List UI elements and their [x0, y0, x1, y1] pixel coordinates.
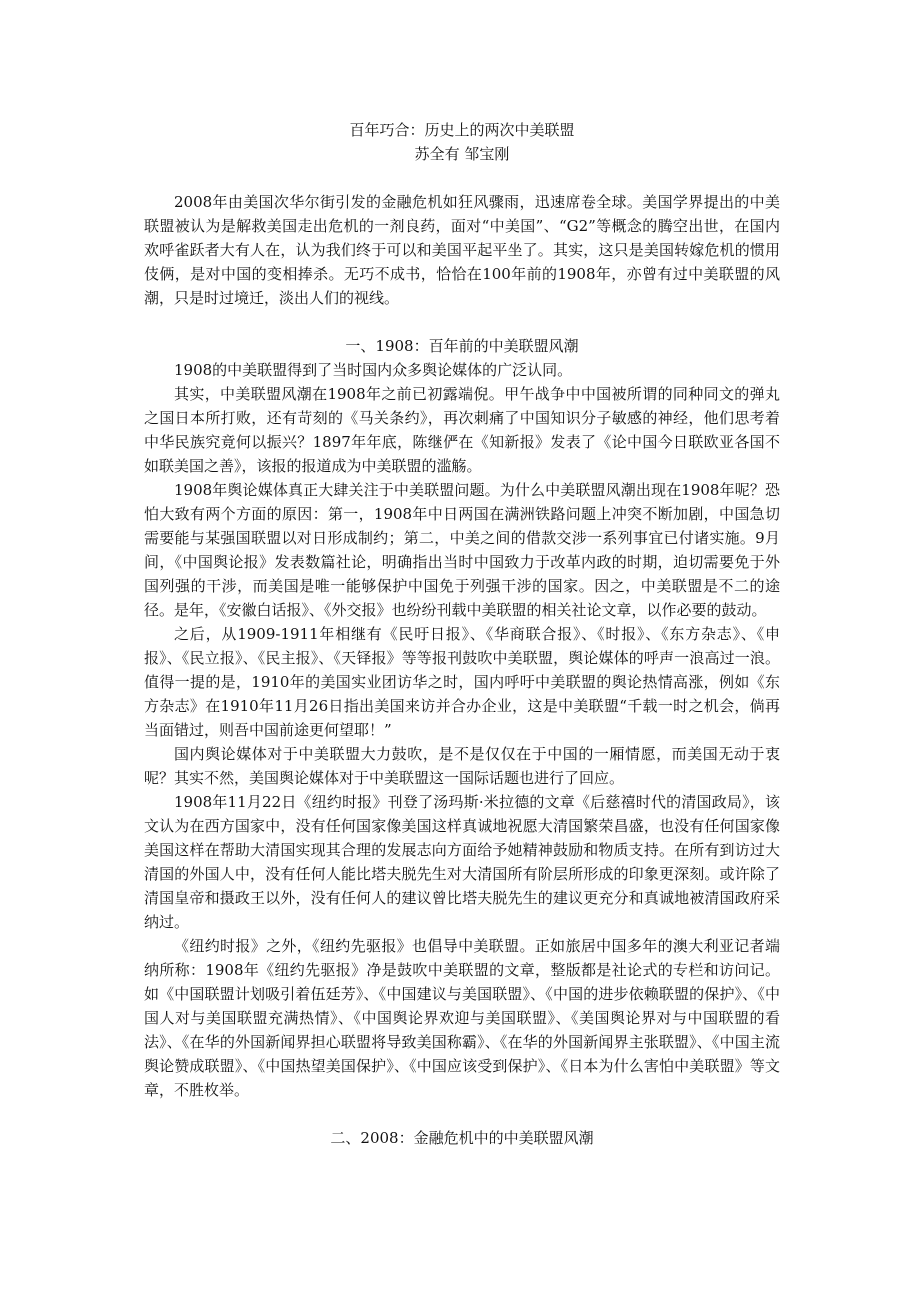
spacer: [144, 310, 780, 334]
section-1-paragraph: 国内舆论媒体对于中美联盟大力鼓吹，是不是仅仅在于中国的一厢情愿，而美国无动于衷呢？其实不然，美国舆论媒体对于中美联盟这一国际话题也进行了回应。: [144, 745, 780, 787]
section-1-paragraph: 之后，从1909-1911年相继有《民吁日报》、《华商联合报》、《时报》、《东方杂志》、《申报》、《民立报》、《民主报》、《天铎报》等等报刊鼓吹中美联盟，舆论媒体的呼声一浪高过一浪。值得一提的是，1910年的美国实业团访华之时，国内呼吁中美联盟的舆论热情高涨，例如《东方杂志》在1910年11月26日指出美国来访并合办企业，这是中美联盟“千载一时之机会，倘再当面错过，则吾中国前途更何望耶！”: [144, 625, 780, 739]
section-1-paragraph: 其实，中美联盟风潮在1908年之前已初露端倪。甲午战争中中国被所谓的同种同文的弹丸之国日本所打败，还有苛刻的《马关条约》，再次刺痛了中国知识分子敏感的神经，他们思考着中华民族究竟何以振兴？1897年年底，陈继俨在《知新报》发表了《论中国今日联欧亚各国不如联美国之善》，该报的报道成为中美联盟的滥觞。: [144, 385, 780, 475]
section-2-heading: 二、2008：金融危机中的中美联盟风潮: [330, 1129, 594, 1147]
section-1-paragraph: 1908年舆论媒体真正大肆关注于中美联盟问题。为什么中美联盟风潮出现在1908年呢？恐怕大致有两个方面的原因：第一，1908年中日两国在满洲铁路问题上冲突不断加剧，中国急切需要能与某强国联盟以对日形成制约；第二，中美之间的借款交涉一系列事宜已付诸实施。9月间，《中国舆论报》发表数篇社论，明确指出当时中国致力于改革内政的时期，迫切需要免于外国列强的干涉，而美国是唯一能够保护中国免于列强干涉的国家。因之，中美联盟是不二的途径。是年，《安徽白话报》、《外交报》也纷纷刊载中美联盟的相关社论文章，以作必要的鼓动。: [144, 481, 780, 619]
section-1-paragraph: 《纽约时报》之外，《纽约先驱报》也倡导中美联盟。正如旅居中国多年的澳大利亚记者端纳所称：1908年《纽约先驱报》净是鼓吹中美联盟的文章，整版都是社论式的专栏和访问记。如《中国联盟计划吸引着伍廷芳》、《中国建议与美国联盟》、《中国的进步依赖联盟的保护》、《中国人对与美国联盟充满热情》、《中国舆论界欢迎与美国联盟》、《美国舆论界对与中国联盟的看法》、《在华的外国新闻界担心联盟将导致美国称霸》、《在华的外国新闻界主张联盟》、《中国主流舆论赞成联盟》、《中国热望美国保护》、《中国应该受到保护》、《日本为什么害怕中美联盟》等文章，不胜枚举。: [144, 937, 780, 1099]
section-1-heading: 一、1908：百年前的中美联盟风潮: [345, 337, 579, 355]
document-authors: 苏全有 邹宝刚: [414, 145, 510, 163]
section-1-paragraph: 1908年11月22日《纽约时报》刊登了汤玛斯·米拉德的文章《后慈禧时代的清国政局》，该文认为在西方国家中，没有任何国家像美国这样真诚地祝愿大清国繁荣昌盛，也没有任何国家像美国这样在帮助大清国实现其合理的发展志向方面给予她精神鼓励和物质支持。在所有到访过大清国的外国人中，没有任何人能比塔夫脱先生对大清国所有阶层所形成的印象更深刻。或许除了清国皇帝和摄政王以外，没有任何人的建议曾比塔夫脱先生的建议更充分和真诚地被清国政府采纳过。: [144, 793, 780, 931]
document-page: [144, 118, 780, 1150]
spacer: [144, 1102, 780, 1126]
spacer: [144, 166, 780, 190]
intro-paragraph: 2008年由美国次华尔街引发的金融危机如狂风骤雨，迅速席卷全球。美国学界提出的中美联盟被认为是解救美国走出危机的一剂良药，面对“中美国”、“G2”等概念的腾空出世，在国内欢呼雀跃者大有人在，认为我们终于可以和美国平起平坐了。其实，这只是美国转嫁危机的惯用伎俩，是对中国的变相捧杀。无巧不成书，恰恰在100年前的1908年，亦曾有过中美联盟的风潮，只是时过境迁，淡出人们的视线。: [144, 193, 780, 307]
document-title: 百年巧合：历史上的两次中美联盟: [349, 121, 575, 139]
section-1-paragraph: 1908的中美联盟得到了当时国内众多舆论媒体的广泛认同。: [174, 361, 573, 379]
